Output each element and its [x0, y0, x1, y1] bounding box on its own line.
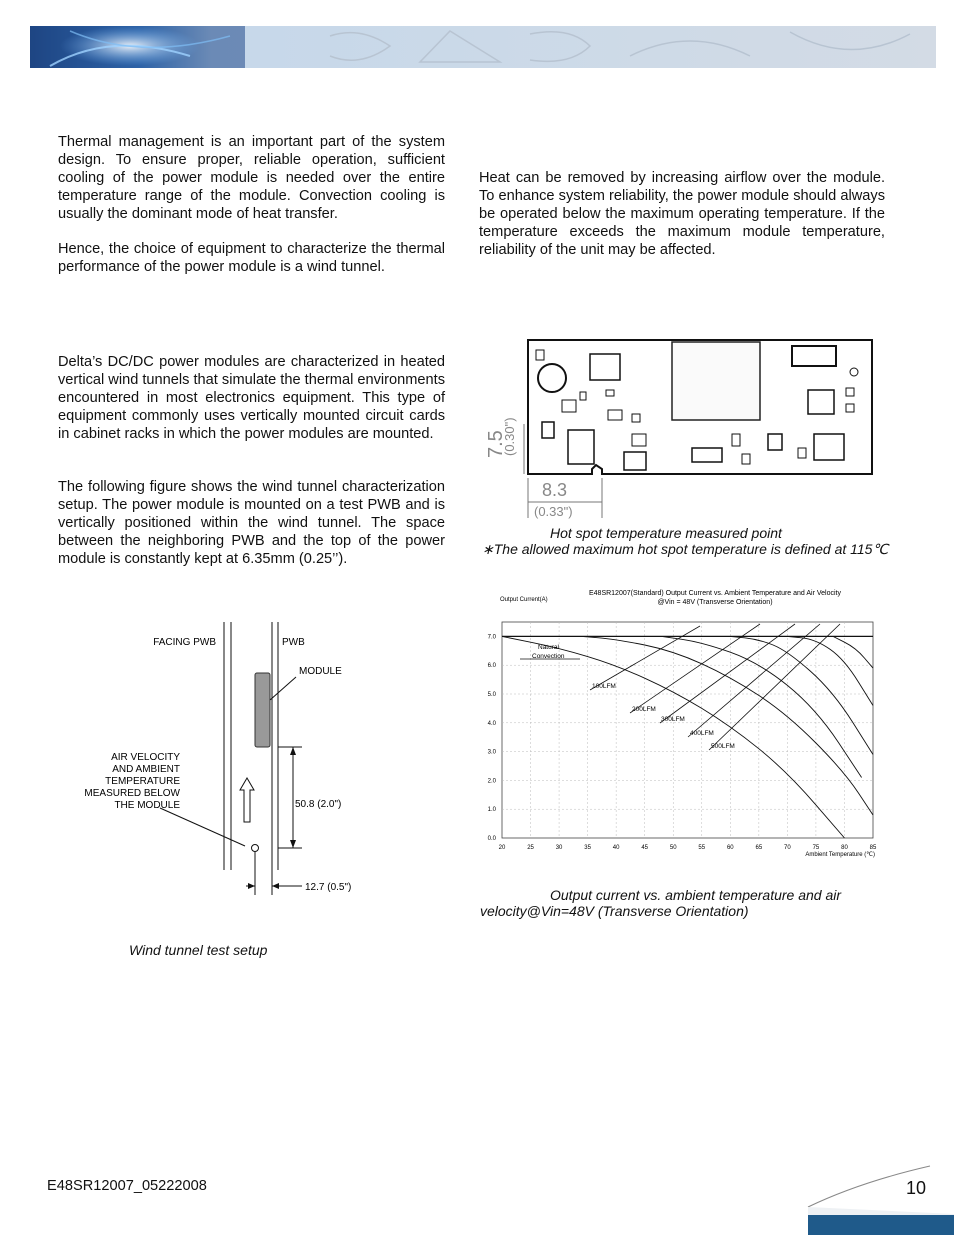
x-tick-label: 35 [584, 845, 591, 851]
x-tick-label: 65 [755, 845, 763, 851]
x-tick-label: 40 [612, 845, 620, 851]
air-label-line1: AIR VELOCITY [111, 752, 180, 763]
wind-tunnel-diagram [60, 610, 450, 900]
y-tick-label: 0.0 [487, 836, 496, 842]
chart-series-labels [520, 624, 840, 750]
dim-gap-label: 12.7 (0.5") [305, 882, 352, 893]
x-tick-label: 30 [555, 845, 563, 851]
x-tick-label: 85 [869, 845, 877, 851]
thermal-intro-paragraph: Thermal management is an important part of the system design. To ensure proper, reliable operation, sufficient cooling of the power module is needed over the entire temperature range of the module. Convection cooling is usually the dominant mode of heat transfer. [58, 134, 445, 222]
x-tick-label: 20 [498, 845, 506, 851]
wind-tunnel-caption: Wind tunnel test setup [129, 942, 268, 958]
setup-paragraph: The following figure shows the wind tunnel characterization setup. The power module is mounted on a test PWB and is vertically positioned within the wind tunnel. The space between the neighboring PWB and the top of the power module is constantly kept at 6.35mm (0.25’’). [58, 479, 445, 567]
series-label-leader [590, 626, 700, 690]
chart-caption-line2: velocity@Vin=48V (Transverse Orientation) [480, 903, 749, 919]
module-label: MODULE [299, 666, 342, 677]
series-label: 100LFM [592, 683, 616, 690]
footer-corner-graphic [800, 1162, 954, 1235]
chart-title: E48SR12007(Standard) Output Current vs. Ambient Temperature and Air Velocity [588, 590, 842, 597]
series-label: 400LFM [690, 730, 714, 737]
x-tick-label: 75 [812, 845, 820, 851]
y-tick-label: 6.0 [487, 663, 496, 670]
series-label: 500LFM [711, 743, 735, 750]
wind-tunnel-paragraph: Hence, the choice of equipment to characterize the thermal performance of the power module is a wind tunnel. [58, 241, 445, 275]
delta-modules-paragraph: Delta’s DC/DC power modules are characterized in heated vertical wind tunnels that simulate the thermal environments encountered in most electronics equipment. This type of equipment commonly uses vertically mounted circuit cards in cabinet racks in which the power modules are mounted. [58, 354, 445, 442]
chart-lines [502, 636, 873, 838]
series-line-300lfm [730, 636, 873, 754]
chart-ylabel: Output Current(A) [500, 597, 548, 603]
page-number: 10 [906, 1178, 927, 1198]
airflow-paragraph: Heat can be removed by increasing airflow over the module. To enhance system reliability, the power module should always be operated below the maximum operating temperature. If the temperature exceeds the maximum module temperature, reliability of the unit may be affected. [479, 170, 885, 258]
chart-ticks [488, 634, 877, 851]
x-tick-label: 45 [641, 845, 649, 851]
hotspot-caption: Hot spot temperature measured point [550, 525, 782, 541]
x-tick-label: 25 [527, 845, 534, 851]
facing-pwb-label: FACING PWB [153, 637, 216, 648]
chart-caption-line1: Output current vs. ambient temperature and air [550, 887, 842, 903]
derating-chart [480, 584, 890, 860]
x-tick-label: 55 [698, 845, 706, 851]
series-label-leader [709, 624, 840, 750]
header-banner [30, 26, 936, 68]
series-label-leader [630, 624, 760, 713]
dim-horizontal-label: 8.3 [542, 480, 568, 500]
dim-vertical-inch-label: (0.30") [502, 417, 517, 456]
x-tick-label: 50 [669, 845, 677, 851]
y-tick-label: 1.0 [487, 807, 496, 814]
pwb-label: PWB [282, 637, 305, 648]
hotspot-max-temp-caption: ∗The allowed maximum hot spot temperature is defined at 115℃ [482, 541, 889, 557]
x-tick-label: 60 [726, 845, 734, 851]
dim-vertical-label: 7.5 [486, 430, 507, 458]
chart-subtitle: @Vin = 48V (Transverse Orientation) [657, 599, 773, 606]
y-tick-label: 7.0 [487, 634, 496, 641]
air-label-line4: MEASURED BELOW [84, 788, 180, 799]
x-tick-label: 80 [841, 845, 848, 851]
series-label: Natural [538, 644, 559, 651]
air-label-line3: TEMPERATURE [105, 776, 180, 787]
series-line-200lfm [662, 636, 862, 777]
air-label-line5: THE MODULE [114, 800, 180, 811]
series-label: 200LFM [632, 706, 656, 713]
x-tick-label: 70 [784, 845, 791, 851]
dim-height-label: 50.8 (2.0") [295, 799, 342, 810]
y-tick-label: 3.0 [487, 749, 496, 756]
y-tick-label: 5.0 [487, 692, 496, 698]
series-label: Convection [532, 653, 565, 660]
series-label: 300LFM [661, 716, 685, 723]
series-label-leader [688, 624, 820, 737]
series-line-100lfm [582, 636, 873, 815]
series-line-500lfm [833, 636, 873, 668]
y-tick-label: 4.0 [487, 720, 496, 727]
series-line-400lfm [787, 636, 873, 705]
chart-xlabel: Ambient Temperature (℃) [805, 852, 875, 858]
pcb-hotspot-figure [486, 338, 878, 524]
air-label-line2: AND AMBIENT [112, 764, 180, 775]
y-tick-label: 2.0 [487, 778, 496, 785]
document-code: E48SR12007_05222008 [47, 1178, 207, 1194]
dim-horizontal-inch-label: (0.33") [534, 504, 573, 519]
